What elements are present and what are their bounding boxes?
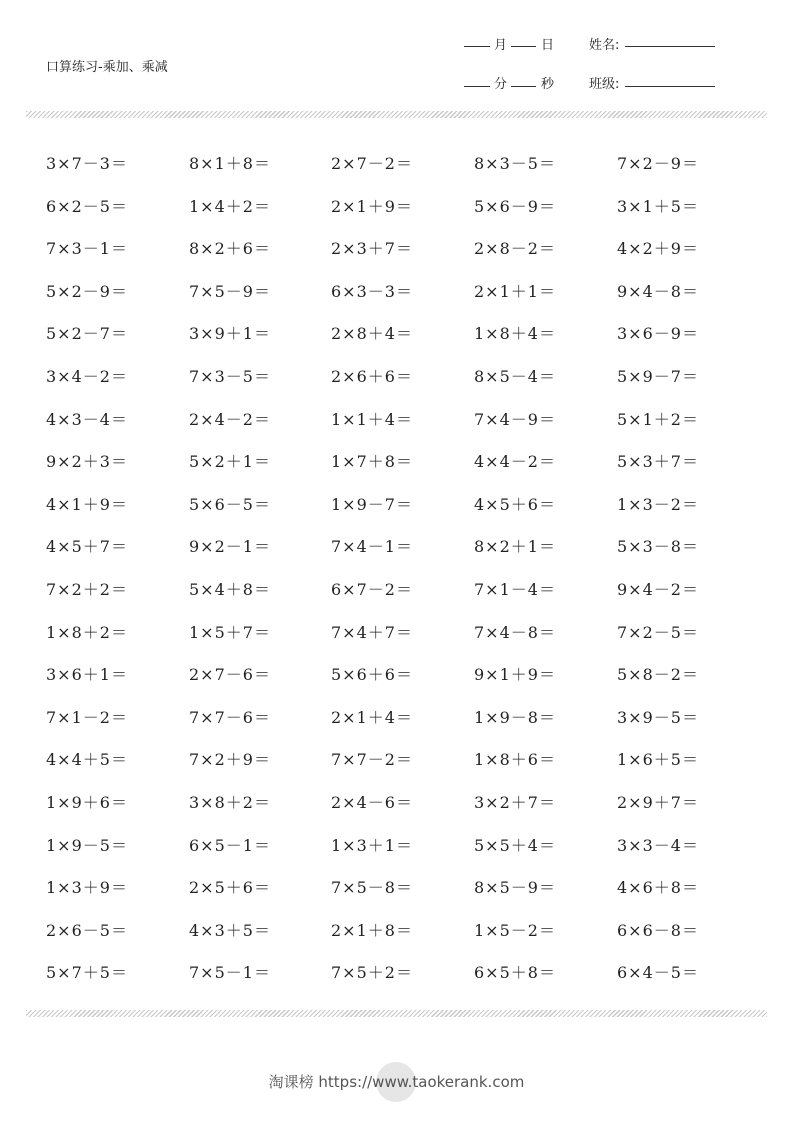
problem-item: 5×8－2＝ bbox=[617, 665, 699, 685]
problem-item: 5×3＋7＝ bbox=[617, 452, 699, 472]
problem-item: 6×7－2＝ bbox=[331, 579, 413, 599]
problem-item: 7×2－5＝ bbox=[617, 622, 699, 642]
problem-item: 9×1＋9＝ bbox=[474, 665, 556, 685]
problem-item: 7×3－1＝ bbox=[46, 239, 128, 259]
problem-item: 1×4＋2＝ bbox=[189, 196, 271, 216]
top-hatch-divider bbox=[26, 111, 767, 118]
problem-item: 7×2＋9＝ bbox=[189, 750, 271, 770]
problem-item: 4×2＋9＝ bbox=[617, 239, 699, 259]
problem-item: 1×9＋6＝ bbox=[46, 792, 128, 812]
problem-item: 9×2－1＝ bbox=[189, 537, 271, 557]
problem-item: 2×5＋6＝ bbox=[189, 878, 271, 898]
footer-watermark: 淘课榜 https://www.taokerank.com bbox=[268, 1073, 525, 1091]
minute-label: 分 bbox=[494, 77, 508, 92]
problem-item: 8×1＋8＝ bbox=[189, 154, 271, 173]
problem-item: 1×5＋7＝ bbox=[189, 622, 271, 642]
problem-item: 2×1＋9＝ bbox=[331, 196, 413, 216]
problem-item: 7×5－8＝ bbox=[331, 878, 413, 898]
problem-item: 3×3－4＝ bbox=[617, 835, 699, 855]
problem-item: 5×7＋5＝ bbox=[46, 963, 128, 983]
problem-item: 3×7－3＝ bbox=[46, 154, 128, 173]
problem-item: 7×7－6＝ bbox=[189, 707, 271, 727]
problem-item: 8×2＋1＝ bbox=[474, 537, 556, 557]
second-label: 秒 bbox=[541, 77, 555, 92]
problem-item: 1×1＋4＝ bbox=[331, 409, 413, 429]
problem-item: 1×9－7＝ bbox=[331, 494, 413, 514]
problem-item: 7×2－9＝ bbox=[617, 154, 699, 173]
problem-item: 5×3－8＝ bbox=[617, 537, 699, 557]
problem-item: 5×9－7＝ bbox=[617, 366, 699, 386]
name-field[interactable] bbox=[625, 46, 715, 47]
day-blank[interactable] bbox=[511, 46, 536, 47]
problem-item: 7×3－5＝ bbox=[189, 366, 271, 386]
problem-item: 4×6＋8＝ bbox=[617, 878, 699, 898]
problem-item: 7×2＋2＝ bbox=[46, 579, 128, 599]
problem-item: 2×1＋1＝ bbox=[474, 281, 556, 301]
problem-item: 3×6＋1＝ bbox=[46, 665, 128, 685]
problem-item: 2×3＋7＝ bbox=[331, 239, 413, 259]
problem-item: 7×4－9＝ bbox=[474, 409, 556, 429]
month-blank[interactable] bbox=[464, 46, 490, 47]
name-label: 姓名: bbox=[589, 38, 620, 53]
problem-item: 1×6＋5＝ bbox=[617, 750, 699, 770]
problem-item: 2×8＋4＝ bbox=[331, 324, 413, 344]
problem-item: 7×4－1＝ bbox=[331, 537, 413, 557]
problem-item: 5×2＋1＝ bbox=[189, 452, 271, 472]
problem-item: 2×6－5＝ bbox=[46, 920, 128, 940]
problem-item: 5×1＋2＝ bbox=[617, 409, 699, 429]
problem-item: 2×7－6＝ bbox=[189, 665, 271, 685]
problem-item: 3×9－5＝ bbox=[617, 707, 699, 727]
problem-item: 5×6－9＝ bbox=[474, 196, 556, 216]
problem-item: 2×4－6＝ bbox=[331, 792, 413, 812]
problem-item: 3×8＋2＝ bbox=[189, 792, 271, 812]
problem-item: 8×5－9＝ bbox=[474, 878, 556, 898]
problem-item: 5×6＋6＝ bbox=[331, 665, 413, 685]
problem-item: 5×6－5＝ bbox=[189, 494, 271, 514]
problem-item: 6×2－5＝ bbox=[46, 196, 128, 216]
problem-item: 4×5＋6＝ bbox=[474, 494, 556, 514]
problem-item: 7×1－2＝ bbox=[46, 707, 128, 727]
problem-item: 4×1＋9＝ bbox=[46, 494, 128, 514]
problem-item: 7×5－1＝ bbox=[189, 963, 271, 983]
problem-item: 4×4－2＝ bbox=[474, 452, 556, 472]
problem-item: 6×5－1＝ bbox=[189, 835, 271, 855]
minute-blank[interactable] bbox=[464, 86, 490, 87]
problem-item: 5×5＋4＝ bbox=[474, 835, 556, 855]
bottom-hatch-divider bbox=[26, 1010, 767, 1017]
problem-item: 7×4－8＝ bbox=[474, 622, 556, 642]
problem-item: 1×3－2＝ bbox=[617, 494, 699, 514]
problem-item: 7×5＋2＝ bbox=[331, 963, 413, 983]
problem-item: 1×9－8＝ bbox=[474, 707, 556, 727]
month-label: 月 bbox=[494, 38, 508, 53]
problem-item: 1×9－5＝ bbox=[46, 835, 128, 855]
day-label: 日 bbox=[541, 38, 555, 53]
problem-item: 8×5－4＝ bbox=[474, 366, 556, 386]
class-field[interactable] bbox=[625, 86, 715, 87]
problem-item: 6×5＋8＝ bbox=[474, 963, 556, 983]
problem-item: 8×2＋6＝ bbox=[189, 239, 271, 259]
problem-item: 2×7－2＝ bbox=[331, 154, 413, 173]
problem-item: 2×1＋8＝ bbox=[331, 920, 413, 940]
worksheet-title: 口算练习-乘加、乘减 bbox=[46, 60, 168, 75]
problem-grid bbox=[46, 143, 761, 995]
problem-item: 1×8＋2＝ bbox=[46, 622, 128, 642]
problem-item: 3×1＋5＝ bbox=[617, 196, 699, 216]
problem-item: 4×3＋5＝ bbox=[189, 920, 271, 940]
problem-item: 2×4－2＝ bbox=[189, 409, 271, 429]
problem-item: 3×6－9＝ bbox=[617, 324, 699, 344]
problem-item: 7×7－2＝ bbox=[331, 750, 413, 770]
problem-item: 6×3－3＝ bbox=[331, 281, 413, 301]
problem-item: 7×1－4＝ bbox=[474, 579, 556, 599]
problem-item: 5×2－7＝ bbox=[46, 324, 128, 344]
problem-item: 3×9＋1＝ bbox=[189, 324, 271, 344]
problem-item: 4×3－4＝ bbox=[46, 409, 128, 429]
problem-item: 3×2＋7＝ bbox=[474, 792, 556, 812]
problem-item: 2×8－2＝ bbox=[474, 239, 556, 259]
problem-item: 4×4＋5＝ bbox=[46, 750, 128, 770]
problem-item: 1×8＋6＝ bbox=[474, 750, 556, 770]
problem-item: 6×6－8＝ bbox=[617, 920, 699, 940]
problem-item: 2×6＋6＝ bbox=[331, 366, 413, 386]
class-label: 班级: bbox=[589, 77, 620, 92]
problem-item: 7×5－9＝ bbox=[189, 281, 271, 301]
problem-item: 6×4－5＝ bbox=[617, 963, 699, 983]
problem-item: 5×2－9＝ bbox=[46, 281, 128, 301]
problem-item: 3×4－2＝ bbox=[46, 366, 128, 386]
problem-item: 5×4＋8＝ bbox=[189, 579, 271, 599]
problem-item: 9×4－8＝ bbox=[617, 281, 699, 301]
second-blank[interactable] bbox=[511, 86, 536, 87]
problem-item: 9×2＋3＝ bbox=[46, 452, 128, 472]
problem-item: 8×3－5＝ bbox=[474, 154, 556, 173]
problem-item: 1×7＋8＝ bbox=[331, 452, 413, 472]
problem-item: 1×3＋1＝ bbox=[331, 835, 413, 855]
problem-item: 4×5＋7＝ bbox=[46, 537, 128, 557]
problem-item: 1×8＋4＝ bbox=[474, 324, 556, 344]
problem-item: 1×5－2＝ bbox=[474, 920, 556, 940]
problem-item: 9×4－2＝ bbox=[617, 579, 699, 599]
problem-item: 7×4＋7＝ bbox=[331, 622, 413, 642]
problem-item: 1×3＋9＝ bbox=[46, 878, 128, 898]
problem-item: 2×9＋7＝ bbox=[617, 792, 699, 812]
problem-item: 2×1＋4＝ bbox=[331, 707, 413, 727]
